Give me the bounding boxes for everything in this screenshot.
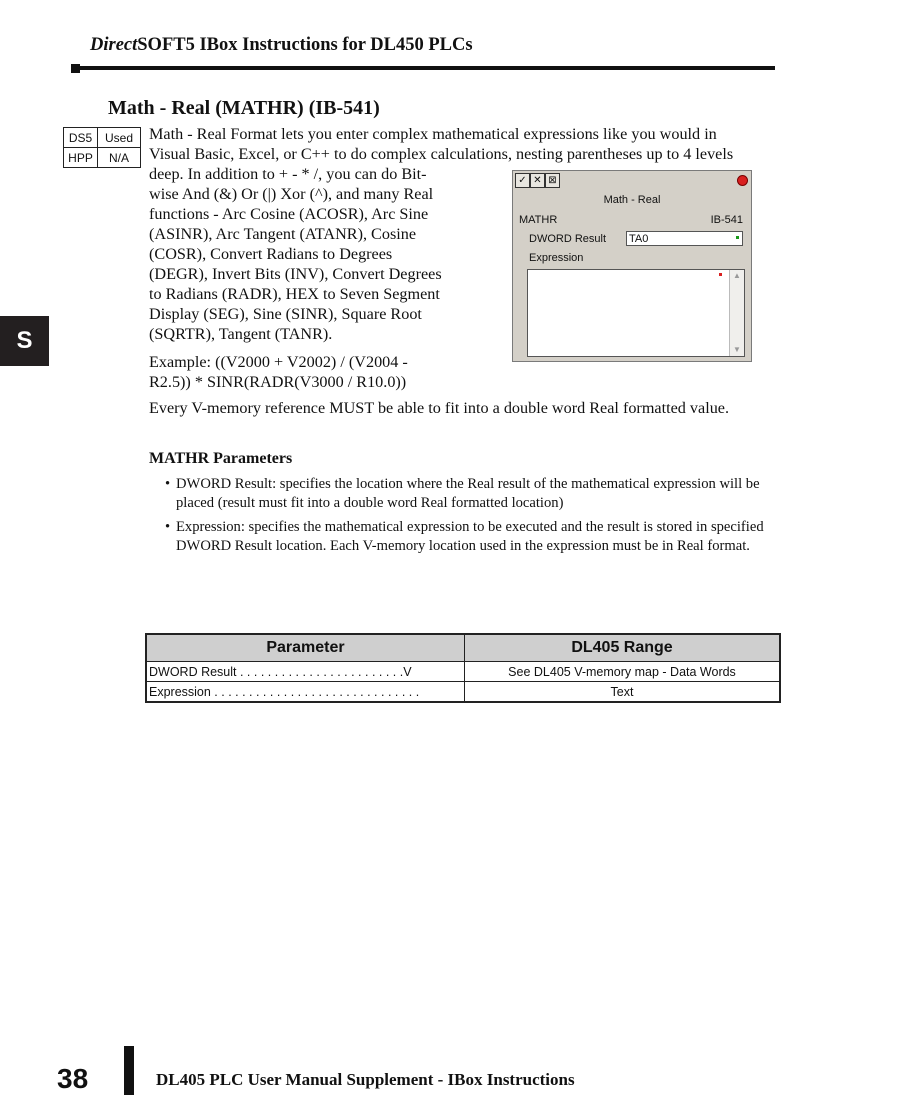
bullet-line: DWORD Result location. Each V-memory location used in the expression must be in Real format.	[176, 538, 750, 554]
header-brand: Direct	[90, 35, 138, 55]
table-row	[146, 662, 780, 682]
param-bullet	[165, 518, 815, 556]
text-line: wise And (&) Or (|) Xor (^), and many Real	[149, 185, 434, 203]
dword-result-value: TA0	[629, 233, 649, 245]
table-header-row	[146, 634, 780, 662]
intro-paragraph	[149, 124, 789, 164]
dword-result-label: DWORD Result	[529, 233, 607, 245]
text-line: (COSR), Convert Radians to Degrees	[149, 245, 393, 263]
footer-text: DL405 PLC User Manual Supplement - IBox Instructions	[156, 1070, 575, 1089]
table-cell: See DL405 V-memory map - Data Words	[465, 662, 781, 682]
parameter-table	[145, 633, 781, 703]
text-line: Example: ((V2000 + V2002) / (V2004 -	[149, 353, 408, 371]
dword-result-input[interactable]	[626, 231, 743, 246]
compat-row	[64, 128, 141, 148]
text-line: Display (SEG), Sine (SINR), Square Root	[149, 305, 422, 323]
header-title	[90, 35, 473, 56]
text-line: Visual Basic, Excel, or C++ to do complex calculations, nesting parentheses up to 4 levels	[149, 145, 734, 163]
text-line: R2.5)) * SINR(RADR(V3000 / R10.0))	[149, 373, 407, 391]
param-bullet	[165, 475, 815, 513]
footer-bar	[124, 1046, 134, 1095]
expression-textarea[interactable]	[527, 269, 745, 357]
expression-label: Expression	[529, 252, 584, 264]
dialog-ib-number: IB-541	[710, 214, 743, 226]
params-heading: MATHR Parameters	[149, 450, 293, 467]
compat-cell: N/A	[98, 148, 141, 168]
column-header: Parameter	[146, 634, 465, 662]
expression-scrollbar[interactable]	[729, 270, 744, 356]
bullet-icon: •	[165, 519, 171, 535]
dialog-instruction-name: MATHR	[519, 214, 558, 226]
description-paragraph	[149, 164, 474, 344]
text-line: Math - Real Format lets you enter complex mathematical expressions like you would in	[149, 125, 717, 143]
section-heading: Math - Real (MATHR) (IB-541)	[108, 97, 380, 119]
scroll-up-icon[interactable]: ▲	[733, 271, 741, 280]
ok-check-icon[interactable]: ✓	[515, 173, 530, 188]
scroll-down-icon[interactable]: ▼	[733, 345, 741, 354]
bullet-line: DWORD Result: specifies the location where the Real result of the mathematical expression will be	[176, 476, 760, 492]
text-line: to Radians (RADR), HEX to Seven Segment	[149, 285, 440, 303]
compat-cell: HPP	[64, 148, 98, 168]
status-led-icon	[737, 175, 748, 186]
column-header: DL405 Range	[465, 634, 781, 662]
compat-cell: Used	[98, 128, 141, 148]
bullet-line: placed (result must fit into a double word Real formatted location)	[176, 495, 564, 511]
vmemory-note: Every V-memory reference MUST be able to fit into a double word Real formatted value.	[149, 399, 730, 417]
bullet-icon: •	[165, 476, 171, 492]
help-icon[interactable]: ⊠	[545, 173, 560, 188]
table-cell: Expression . . . . . . . . . . . . . . . . . . . . . . . . . . . . . .	[146, 682, 465, 703]
cancel-x-icon[interactable]: ✕	[530, 173, 545, 188]
text-line: (SQRTR), Tangent (TANR).	[149, 325, 333, 343]
text-line: (ASINR), Arc Tangent (ATANR), Cosine	[149, 225, 417, 243]
header-rule	[75, 66, 775, 70]
table-row	[146, 682, 780, 703]
invalid-indicator-icon	[719, 273, 722, 276]
text-line: functions - Arc Cosine (ACOSR), Arc Sine	[149, 205, 429, 223]
valid-indicator-icon	[736, 236, 739, 239]
compat-row	[64, 148, 141, 168]
section-tab: S	[0, 316, 49, 366]
compatibility-table	[63, 127, 141, 168]
mathr-dialog	[512, 170, 752, 362]
bullet-line: Expression: specifies the mathematical expression to be executed and the result is stored in specified	[176, 519, 764, 535]
table-cell: Text	[465, 682, 781, 703]
text-line: deep. In addition to + - * /, you can do Bit-	[149, 165, 427, 183]
dialog-title: Math - Real	[603, 194, 661, 206]
example-paragraph	[149, 352, 479, 392]
page-number: 38	[57, 1063, 89, 1094]
compat-cell: DS5	[64, 128, 98, 148]
table-cell: DWORD Result . . . . . . . . . . . . . . . . . . . . . . . .V	[146, 662, 465, 682]
text-line: (DEGR), Invert Bits (INV), Convert Degrees	[149, 265, 442, 283]
header-title-rest: SOFT5 IBox Instructions for DL450 PLCs	[137, 35, 473, 55]
